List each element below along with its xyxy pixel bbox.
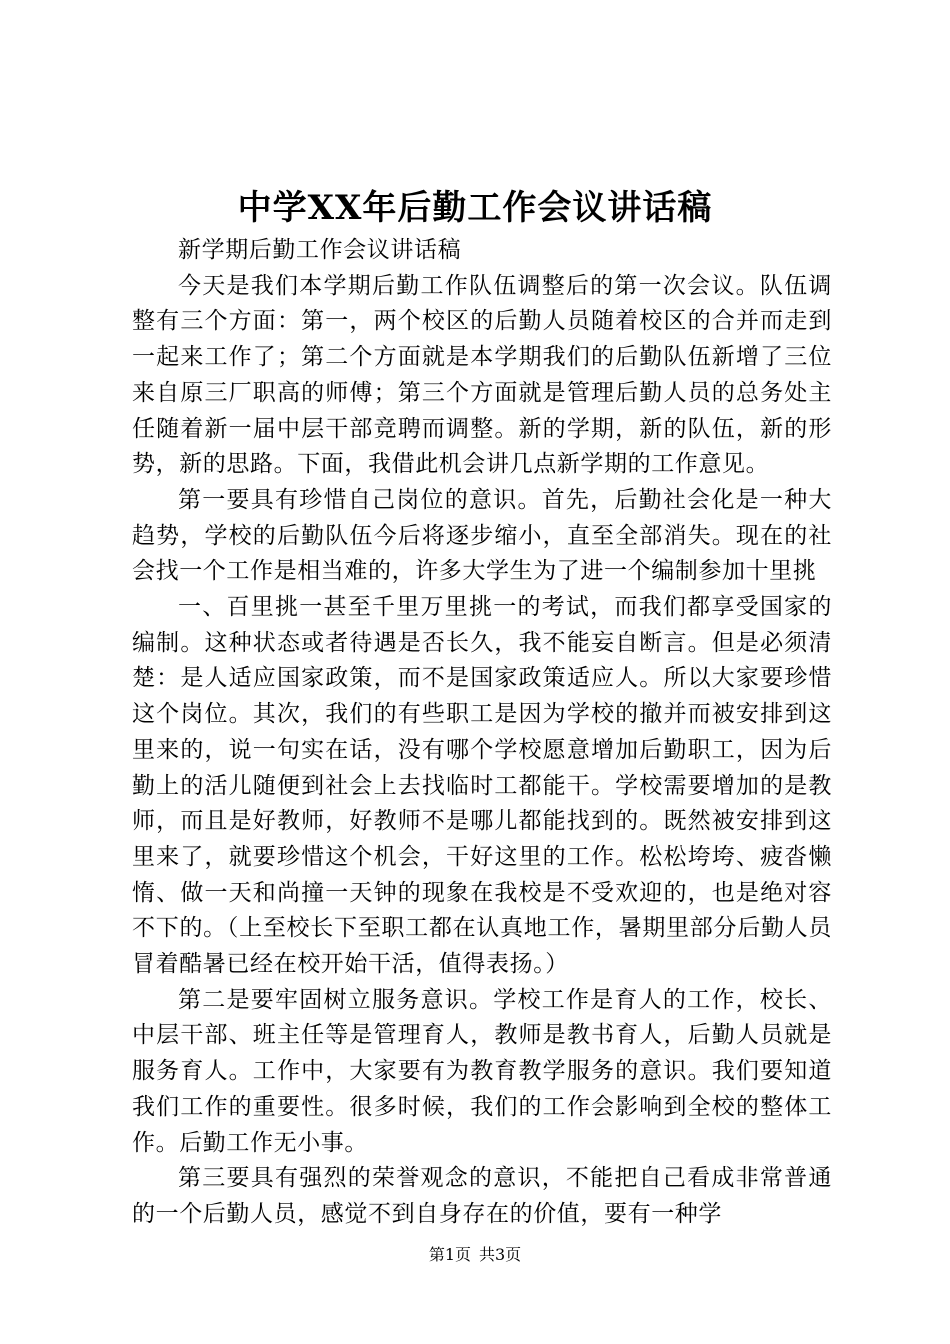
document-title: 中学XX年后勤工作会议讲话稿: [237, 188, 713, 228]
page-footer: [0, 1243, 950, 1267]
body-paragraph: 新学期后勤工作会议讲话稿: [178, 237, 462, 263]
document-body: [132, 233, 832, 1233]
body-paragraph: 一、百里挑一甚至千里万里挑一的考试，而我们都享受国家的编制。这种状态或者待遇是否长久，我不能妄自断言。但是必须清楚：是人适应国家政策，而不是国家政策适应人。所以大家要珍惜这个岗位。其次，我们的有些职工是因为学校的撤并而被安排到这里来的，说一句实在话，没有哪个学校愿意增加后勤职工，因为后勤上的活儿随便到社会上去找临时工都能干。学校需要增加的是教师，而且是好教师，好教师不是哪儿都能找到的。既然被安排到这里来了，就要珍惜这个机会，干好这里的工作。松松垮垮、疲沓懒惰、做一天和尚撞一天钟的现象在我校是不受欢迎的，也是绝对容不下的。（上至校长下至职工都在认真地工作，暑期里部分后勤人员冒着酷暑已经在校开始干活，值得表扬。）: [132, 594, 832, 978]
page-number: 第1页: [428, 1245, 471, 1264]
body-paragraph: 第二是要牢固树立服务意识。学校工作是育人的工作，校长、中层干部、班主任等是管理育人，教师是教书育人，后勤人员就是服务育人。工作中，大家要有为教育教学服务的意识。我们要知道我们工作的重要性。很多时候，我们的工作会影响到全校的整体工作。后勤工作无小事。: [132, 986, 832, 1156]
page-total: 共3页: [479, 1245, 522, 1264]
body-paragraph: 今天是我们本学期后勤工作队伍调整后的第一次会议。队伍调整有三个方面：第一，两个校区的后勤人员随着校区的合并而走到一起来工作了；第二个方面就是本学期我们的后勤队伍新增了三位来自原三厂职高的师傅；第三个方面就是管理后勤人员的总务处主任随着新一届中层干部竞聘而调整。新的学期，新的队伍，新的形势，新的思路。下面，我借此机会讲几点新学期的工作意见。: [132, 272, 832, 478]
body-paragraph: 第三要具有强烈的荣誉观念的意识，不能把自己看成非常普通的一个后勤人员，感觉不到自身存在的价值，要有一种学: [132, 1165, 832, 1227]
body-paragraph: 第一要具有珍惜自己岗位的意识。首先，后勤社会化是一种大趋势，学校的后勤队伍今后将逐步缩小，直至全部消失。现在的社会找一个工作是相当难的，许多大学生为了进一个编制参加十里挑: [132, 486, 832, 585]
